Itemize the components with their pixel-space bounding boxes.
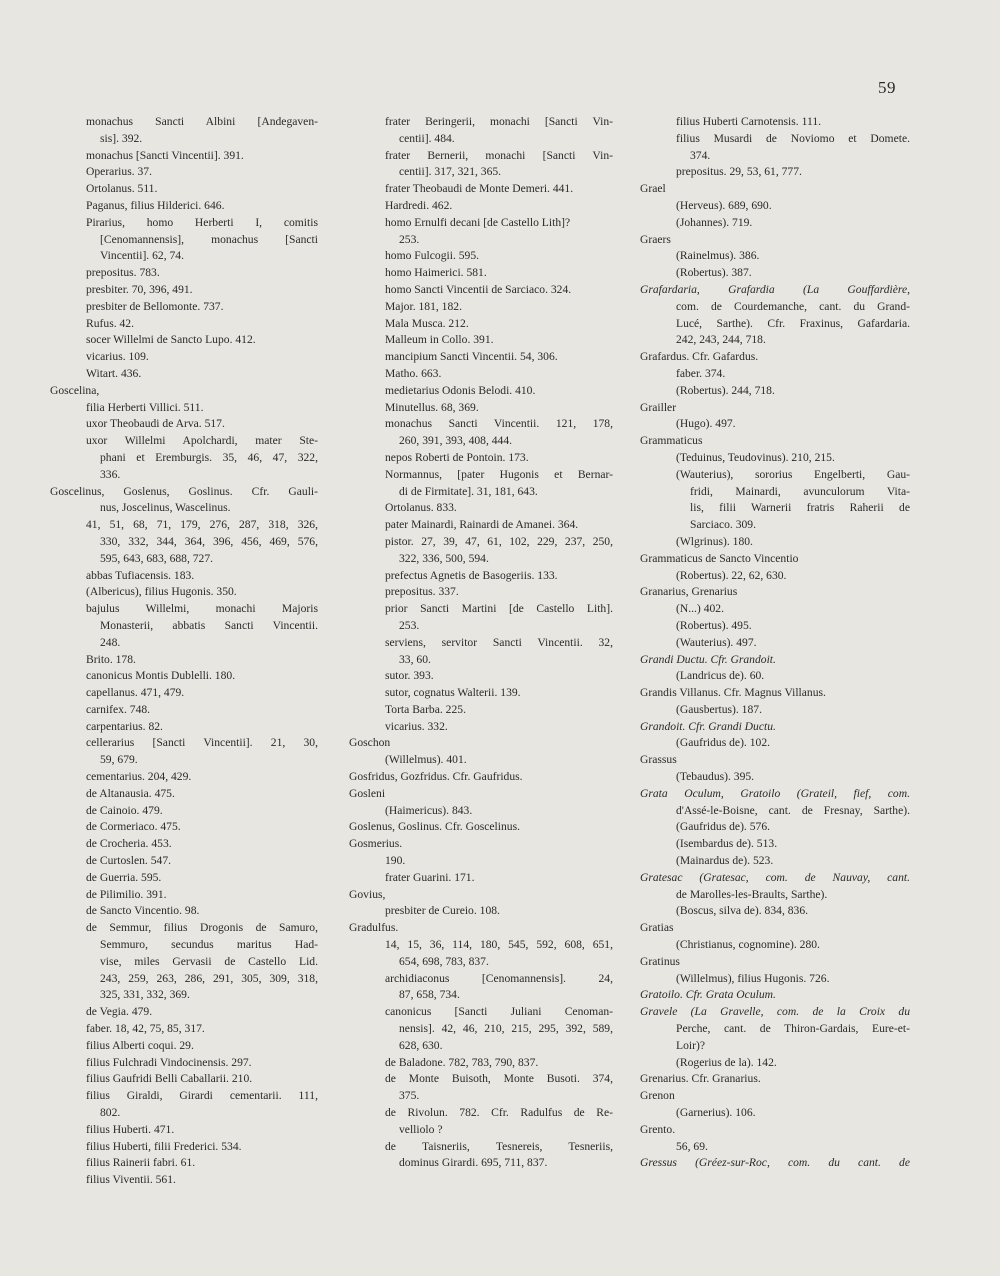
- index-entry-line: 322, 336, 500, 594.: [399, 551, 489, 565]
- index-entry-line: cellerarius [Sancti Vincentii]. 21, 30,: [86, 736, 318, 750]
- index-entry-heading: Grafardaria, Grafardia (La Gouffardière,: [640, 282, 910, 296]
- index-entry-line: Major. 181, 182.: [385, 299, 462, 313]
- index-entry-line: (Mainardus de). 523.: [676, 854, 774, 868]
- index-entry-line: mancipium Sancti Vincentii. 54, 306.: [385, 350, 558, 364]
- index-entry-line: filius Huberti. 471.: [86, 1122, 175, 1136]
- index-entry-heading: Grenon: [640, 1089, 675, 1103]
- index-entry-line: 654, 698, 783, 837.: [399, 954, 489, 968]
- index-entry-heading: Goscelinus, Goslenus, Goslinus. Cfr. Gauli-: [50, 484, 318, 498]
- index-entry-line: monachus Sancti Vincentii. 121, 178,: [385, 417, 613, 431]
- index-entry-line: (N...) 402.: [676, 602, 724, 616]
- index-entry-line: presbiter. 70, 396, 491.: [86, 282, 193, 296]
- index-entry-line: (Wlgrinus). 180.: [676, 534, 753, 548]
- index-entry-line: canonicus [Sancti Juliani Cenoman-: [385, 1005, 613, 1019]
- index-entry-line: 253.: [399, 618, 420, 632]
- index-entry-line: Hardredi. 462.: [385, 198, 453, 212]
- index-entry-line: de Crocheria. 453.: [86, 837, 172, 851]
- index-entry-heading: Gressus (Gréez-sur-Roc, com. du cant. de: [640, 1156, 910, 1170]
- index-entry-line: filius Fulchradi Vindocinensis. 297.: [86, 1055, 252, 1069]
- index-entry-line: (Teduinus, Teudovinus). 210, 215.: [676, 450, 835, 464]
- index-entry-line: com. de Courdemanche, cant. du Grand-: [676, 299, 910, 313]
- index-entry-heading: Goscelina,: [50, 383, 100, 397]
- index-entry-line: prepositus. 337.: [385, 585, 459, 599]
- index-entry-heading: Granarius, Grenarius: [640, 585, 738, 599]
- index-entry-line: Minutellus. 68, 369.: [385, 400, 479, 414]
- index-entry-line: (Boscus, silva de). 834, 836.: [676, 904, 809, 918]
- index-entry-line: de Monte Buisoth, Monte Busoti. 374,: [385, 1072, 613, 1086]
- index-entry-line: prefectus Agnetis de Basogeriis. 133.: [385, 568, 558, 582]
- index-entry-line: (Gausbertus). 187.: [676, 702, 762, 716]
- index-entry-line: Rufus. 42.: [86, 316, 134, 330]
- index-entry-line: 325, 331, 332, 369.: [100, 988, 190, 1002]
- index-entry-line: nepos Roberti de Pontoin. 173.: [385, 450, 529, 464]
- index-entry-line: (Robertus). 22, 62, 630.: [676, 568, 787, 582]
- index-entry-line: prepositus. 29, 53, 61, 777.: [676, 165, 802, 179]
- index-entry-line: 375.: [399, 1089, 420, 1103]
- index-entry-line: filius Musardi de Noviomo et Domete.: [676, 131, 910, 145]
- index-entry-line: medietarius Odonis Belodi. 410.: [385, 383, 536, 397]
- index-entry-heading: Gradulfus.: [349, 921, 399, 935]
- index-entry-line: (Tebaudus). 395.: [676, 770, 755, 784]
- index-entry-line: nus, Joscelinus, Wascelinus.: [100, 501, 231, 515]
- index-entry-heading: Goschon: [349, 736, 391, 750]
- index-entry-heading: Gosleni: [349, 786, 386, 800]
- index-entry-line: filius Viventii. 561.: [86, 1173, 176, 1187]
- index-entry-heading: Grammaticus: [640, 434, 703, 448]
- index-entry-line: uxor Theobaudi de Arva. 517.: [86, 417, 225, 431]
- index-entry-line: Pirarius, homo Herberti I, comitis: [86, 215, 318, 229]
- index-entry-line: sis]. 392.: [100, 131, 143, 145]
- index-entry-line: Semmuro, secundus maritus Had-: [100, 938, 318, 952]
- index-entry-line: nensis]. 42, 46, 210, 215, 295, 392, 589,: [399, 1022, 613, 1036]
- index-entry-line: filia Herberti Villici. 511.: [86, 400, 204, 414]
- index-entry-line: frater Beringerii, monachi [Sancti Vin-: [385, 115, 613, 128]
- index-entry-line: 56, 69.: [676, 1139, 708, 1153]
- index-entry-line: (Robertus). 244, 718.: [676, 383, 775, 397]
- index-entry-line: Loir)?: [676, 1038, 705, 1052]
- index-entry-heading: Goslenus, Goslinus. Cfr. Goscelinus.: [349, 820, 521, 834]
- index-entry-line: prepositus. 783.: [86, 266, 160, 280]
- index-entry-line: 336.: [100, 467, 121, 481]
- index-entry-line: monachus [Sancti Vincentii]. 391.: [86, 148, 244, 162]
- index-entry-heading: Gratinus: [640, 954, 680, 968]
- index-entry-line: abbas Tufiacensis. 183.: [86, 568, 195, 582]
- index-entry-line: 374.: [690, 148, 711, 162]
- index-entry-line: 87, 658, 734.: [399, 988, 460, 1002]
- index-entry-line: faber. 374.: [676, 366, 726, 380]
- index-entry-line: di de Firmitate]. 31, 181, 643.: [399, 484, 538, 498]
- index-column-1: [50, 114, 318, 1189]
- index-entry-line: Perche, cant. de Thiron-Gardais, Eure-et-: [676, 1022, 910, 1036]
- index-entry-heading: Graers: [640, 232, 671, 246]
- index-entry-line: 242, 243, 244, 718.: [676, 333, 766, 347]
- index-entry-line: velliolo ?: [399, 1122, 443, 1136]
- index-entry-line: frater Bernerii, monachi [Sancti Vin-: [385, 148, 613, 162]
- index-entry-line: 41, 51, 68, 71, 179, 276, 287, 318, 326,: [86, 518, 318, 532]
- index-entry-line: d'Assé-le-Boisne, cant. de Fresnay, Sarthe).: [676, 803, 910, 817]
- index-entry-line: (Johannes). 719.: [676, 215, 753, 229]
- index-entry-line: de Pilimilio. 391.: [86, 887, 167, 901]
- index-entry-heading: Gratesac (Gratesac, com. de Nauvay, cant.: [640, 870, 910, 884]
- index-entry-line: Ortolanus. 833.: [385, 501, 457, 515]
- index-entry-line: pistor. 27, 39, 47, 61, 102, 229, 237, 250,: [385, 534, 613, 548]
- index-entry-line: homo Ernulfi decani [de Castello Lith]?: [385, 215, 571, 229]
- index-entry-heading: Grassus: [640, 753, 677, 767]
- index-entry-line: Brito. 178.: [86, 652, 136, 666]
- index-entry-line: (Willelmus), filius Hugonis. 726.: [676, 971, 830, 985]
- index-entry-line: Ortolanus. 511.: [86, 182, 158, 196]
- index-entry-line: de Cormeriaco. 475.: [86, 820, 181, 834]
- index-entry-line: 59, 679.: [100, 753, 138, 767]
- index-entry-line: sutor, cognatus Walterii. 139.: [385, 686, 521, 700]
- index-entry-line: Paganus, filius Hilderici. 646.: [86, 198, 225, 212]
- index-entry-line: archidiaconus [Cenomannensis]. 24,: [385, 971, 613, 985]
- index-entry-heading: Grenarius. Cfr. Granarius.: [640, 1072, 761, 1086]
- index-column-2: [349, 114, 613, 1172]
- index-entry-line: (Gaufridus de). 576.: [676, 820, 771, 834]
- index-entry-line: 253.: [399, 232, 420, 246]
- index-entry-line: filius Huberti, filii Frederici. 534.: [86, 1139, 242, 1153]
- index-entry-line: (Herveus). 689, 690.: [676, 198, 772, 212]
- index-entry-line: 628, 630.: [399, 1038, 443, 1052]
- index-entry-line: (Landricus de). 60.: [676, 669, 765, 683]
- index-entry-line: (Albericus), filius Hugonis. 350.: [86, 585, 237, 599]
- index-entry-line: (Isembardus de). 513.: [676, 837, 778, 851]
- index-entry-line: filius Alberti coqui. 29.: [86, 1038, 194, 1052]
- index-entry-line: (Gaufridus de). 102.: [676, 736, 771, 750]
- index-entry-line: 14, 15, 36, 114, 180, 545, 592, 608, 651,: [385, 938, 613, 952]
- index-entry-line: (Christianus, cognomine). 280.: [676, 938, 820, 952]
- index-entry-line: Operarius. 37.: [86, 165, 153, 179]
- index-entry-line: frater Theobaudi de Monte Demeri. 441.: [385, 182, 574, 196]
- index-entry-line: de Vegia. 479.: [86, 1005, 153, 1019]
- index-entry-heading: Gosfridus, Gozfridus. Cfr. Gaufridus.: [349, 770, 523, 784]
- index-entry-heading: Gravele (La Gravelle, com. de la Croix du: [640, 1005, 910, 1019]
- index-entry-line: de Cainoio. 479.: [86, 803, 163, 817]
- index-entry-line: de Curtoslen. 547.: [86, 854, 172, 868]
- index-entry-line: (Garnerius). 106.: [676, 1106, 756, 1120]
- index-entry-line: Torta Barba. 225.: [385, 702, 466, 716]
- index-entry-line: 248.: [100, 635, 121, 649]
- index-entry-line: faber. 18, 42, 75, 85, 317.: [86, 1022, 205, 1036]
- index-entry-line: carpentarius. 82.: [86, 719, 163, 733]
- page-number: 59: [878, 78, 896, 97]
- index-entry-line: (Willelmus). 401.: [385, 753, 467, 767]
- index-entry-line: canonicus Montis Dublelli. 180.: [86, 669, 236, 683]
- index-entry-line: sutor. 393.: [385, 669, 434, 683]
- index-entry-line: de Taisneriis, Tesnereis, Tesneriis,: [385, 1139, 613, 1153]
- index-entry-line: de Altanausia. 475.: [86, 786, 175, 800]
- index-entry-line: (Robertus). 387.: [676, 266, 752, 280]
- index-entry-line: uxor Willelmi Apolchardi, mater Ste-: [86, 434, 318, 448]
- index-entry-line: Monasterii, abbatis Sancti Vincentii.: [100, 618, 318, 632]
- index-entry-heading: Gratias: [640, 921, 674, 935]
- index-entry-line: 595, 643, 683, 688, 727.: [100, 551, 214, 565]
- index-entry-line: vicarius. 109.: [86, 350, 149, 364]
- index-entry-line: frater Guarini. 171.: [385, 870, 475, 884]
- index-entry-line: capellanus. 471, 479.: [86, 686, 185, 700]
- index-entry-heading: Grento.: [640, 1122, 676, 1136]
- index-entry-line: filius Giraldi, Girardi cementarii. 111,: [86, 1089, 318, 1103]
- index-entry-line: (Wauterius), sororius Engelberti, Gau-: [676, 467, 910, 481]
- index-entry-heading: Grafardus. Cfr. Gafardus.: [640, 350, 759, 364]
- index-entry-line: de Sancto Vincentio. 98.: [86, 904, 200, 918]
- index-entry-line: 243, 259, 263, 286, 291, 305, 309, 318,: [100, 971, 318, 985]
- index-entry-line: centii]. 317, 321, 365.: [399, 165, 502, 179]
- index-entry-line: Normannus, [pater Hugonis et Bernar-: [385, 467, 613, 481]
- index-entry-line: socer Willelmi de Sancto Lupo. 412.: [86, 333, 256, 347]
- index-entry-line: 33, 60.: [399, 652, 431, 666]
- index-entry-line: homo Fulcogii. 595.: [385, 249, 480, 263]
- index-entry-line: filius Rainerii fabri. 61.: [86, 1156, 196, 1170]
- index-entry-heading: Grandis Villanus. Cfr. Magnus Villanus.: [640, 686, 826, 700]
- index-entry-heading: Gosmerius.: [349, 837, 403, 851]
- index-entry-line: Malleum in Collo. 391.: [385, 333, 494, 347]
- index-entry-line: monachus Sancti Albini [Andegaven-: [86, 115, 318, 128]
- index-entry-line: (Haimericus). 843.: [385, 803, 473, 817]
- index-entry-line: Lucé, Sarthe). Cfr. Fraxinus, Gafardaria.: [676, 316, 910, 330]
- index-entry-line: 330, 332, 344, 364, 396, 456, 469, 576,: [100, 534, 318, 548]
- index-entry-line: presbiter de Bellomonte. 737.: [86, 299, 224, 313]
- index-entry-line: filius Huberti Carnotensis. 111.: [676, 115, 822, 128]
- index-entry-line: vise, miles Gervasii de Castello Lid.: [100, 954, 318, 968]
- index-entry-heading: Grandoit. Cfr. Grandi Ductu.: [640, 719, 776, 733]
- index-entry-line: prior Sancti Martini [de Castello Lith].: [385, 602, 613, 616]
- index-entry-line: Vincentii]. 62, 74.: [100, 249, 184, 263]
- index-entry-line: homo Haimerici. 581.: [385, 266, 487, 280]
- index-entry-line: 802.: [100, 1106, 121, 1120]
- index-entry-line: 190.: [385, 854, 406, 868]
- index-entry-line: phani et Eremburgis. 35, 46, 47, 322,: [100, 450, 318, 464]
- index-entry-line: (Hugo). 497.: [676, 417, 736, 431]
- index-entry-line: 260, 391, 393, 408, 444.: [399, 434, 513, 448]
- index-entry-line: centii]. 484.: [399, 131, 455, 145]
- index-entry-line: cementarius. 204, 429.: [86, 770, 192, 784]
- index-entry-line: (Robertus). 495.: [676, 618, 752, 632]
- index-entry-line: homo Sancti Vincentii de Sarciaco. 324.: [385, 282, 572, 296]
- index-entry-heading: Grael: [640, 182, 666, 196]
- index-entry-heading: Grailler: [640, 400, 677, 414]
- index-entry-line: lis, filii Warnerii fratris Raherii de: [690, 501, 910, 515]
- index-entry-line: (Rainelmus). 386.: [676, 249, 760, 263]
- index-entry-heading: Gratoilo. Cfr. Grata Oculum.: [640, 988, 776, 1002]
- index-entry-line: de Rivolun. 782. Cfr. Radulfus de Re-: [385, 1106, 613, 1120]
- index-entry-line: (Wauterius). 497.: [676, 635, 757, 649]
- index-entry-heading: Grandi Ductu. Cfr. Grandoit.: [640, 652, 776, 666]
- index-entry-line: [Cenomannensis], monachus [Sancti: [100, 232, 318, 246]
- index-entry-line: de Baladone. 782, 783, 790, 837.: [385, 1055, 539, 1069]
- index-entry-line: presbiter de Cureio. 108.: [385, 904, 500, 918]
- index-column-3: [640, 114, 910, 1172]
- index-entry-line: filius Gaufridi Belli Caballarii. 210.: [86, 1072, 253, 1086]
- index-entry-line: bajulus Willelmi, monachi Majoris: [86, 602, 318, 616]
- index-entry-line: (Rogerius de la). 142.: [676, 1055, 777, 1069]
- index-entry-line: Mala Musca. 212.: [385, 316, 469, 330]
- index-entry-line: fridi, Mainardi, avunculorum Vita-: [690, 484, 910, 498]
- index-entry-heading: Govius,: [349, 887, 386, 901]
- index-entry-line: Matho. 663.: [385, 366, 442, 380]
- index-entry-line: dominus Girardi. 695, 711, 837.: [399, 1156, 548, 1170]
- index-entry-line: pater Mainardi, Rainardi de Amanei. 364.: [385, 518, 579, 532]
- index-entry-heading: Grammaticus de Sancto Vincentio: [640, 551, 799, 565]
- index-entry-line: carnifex. 748.: [86, 702, 151, 716]
- index-entry-heading: Grata Oculum, Gratoilo (Grateil, fief, com.: [640, 786, 910, 800]
- index-entry-line: de Marolles-les-Braults, Sarthe).: [676, 887, 828, 901]
- index-entry-line: de Guerria. 595.: [86, 870, 162, 884]
- index-entry-line: de Semmur, filius Drogonis de Samuro,: [86, 921, 318, 935]
- index-entry-line: vicarius. 332.: [385, 719, 448, 733]
- index-entry-line: serviens, servitor Sancti Vincentii. 32,: [385, 635, 613, 649]
- index-entry-line: Witart. 436.: [86, 366, 142, 380]
- index-entry-line: Sarciaco. 309.: [690, 518, 756, 532]
